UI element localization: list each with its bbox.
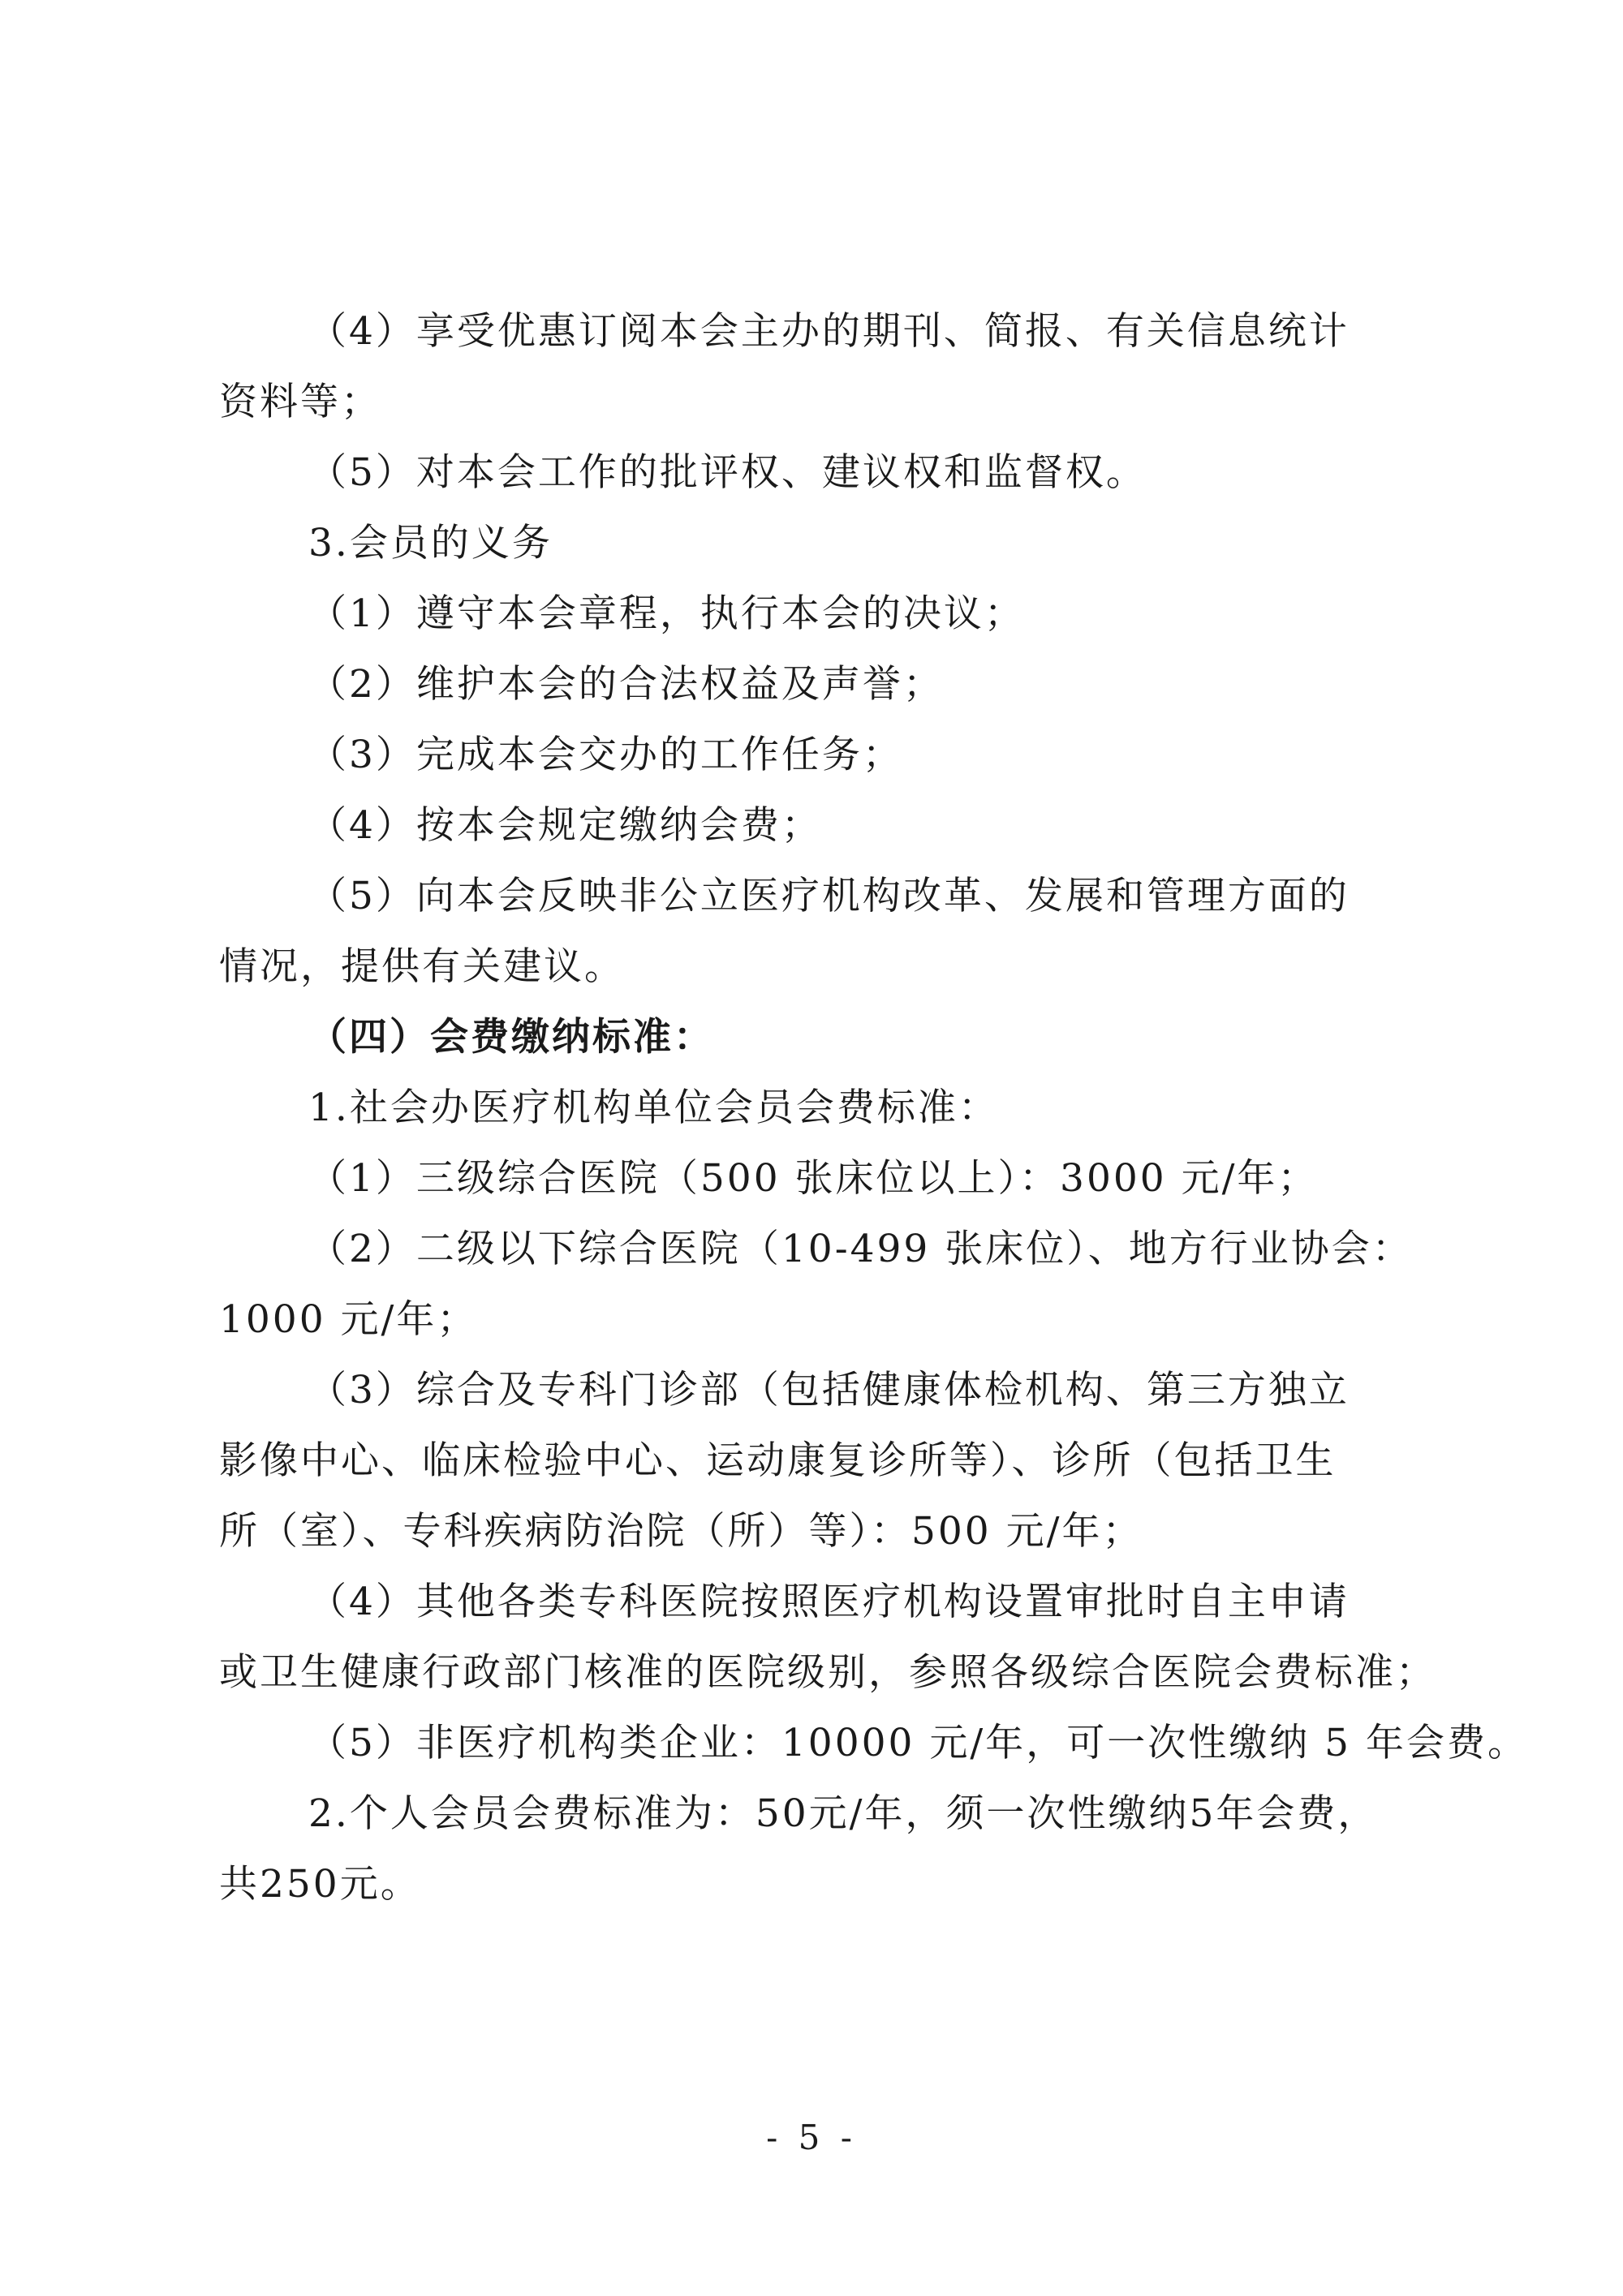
text-line: 共250元。 bbox=[219, 1862, 421, 1907]
text-line: （5）向本会反映非公立医疗机构改革、发展和管理方面的 bbox=[308, 874, 1350, 918]
text-line: （3）完成本会交办的工作任务； bbox=[308, 733, 903, 777]
text-line: （4）享受优惠订阅本会主办的期刊、简报、有关信息统计 bbox=[308, 309, 1350, 354]
text-line: 资料等； bbox=[219, 380, 381, 424]
text-line: （5）对本会工作的批评权、建议权和监督权。 bbox=[308, 450, 1147, 495]
text-line: （3）综合及专科门诊部（包括健康体检机构、第三方独立 bbox=[308, 1368, 1350, 1412]
text-line: （1）遵守本会章程，执行本会的决议； bbox=[308, 591, 1025, 636]
section-heading: 2.个人会员会费标准为：50元/年，须一次性缴纳5年会费， bbox=[308, 1791, 1379, 1836]
section-heading: 3.会员的义务 bbox=[308, 521, 553, 565]
text-line: 或卫生健康行政部门核准的医院级别，参照各级综合医院会费标准； bbox=[219, 1650, 1436, 1695]
section-heading-bold: （四）会费缴纳标准： bbox=[308, 1015, 714, 1060]
text-line: （2）维护本会的合法权益及声誉； bbox=[308, 662, 944, 707]
document-body bbox=[219, 296, 1528, 1920]
text-line: 1000 元/年； bbox=[219, 1297, 478, 1342]
text-line: （2）二级以下综合医院（10-499 张床位）、地方行业协会： bbox=[308, 1227, 1413, 1271]
text-line: 所（室）、专科疾病防治院（所）等）：500 元/年； bbox=[219, 1509, 1143, 1554]
text-line: 影像中心、临床检验中心、运动康复诊所等）、诊所（包括卫生 bbox=[219, 1438, 1337, 1483]
text-line: （1）三级综合医院（500 张床位以上）：3000 元/年； bbox=[308, 1156, 1319, 1201]
section-heading: 1.社会办医疗机构单位会员会费标准： bbox=[308, 1086, 999, 1130]
text-line: （4）按本会规定缴纳会费； bbox=[308, 803, 822, 848]
text-line: （4）其他各类专科医院按照医疗机构设置审批时自主申请 bbox=[308, 1580, 1350, 1624]
text-line: （5）非医疗机构类企业：10000 元/年，可一次性缴纳 5 年会费。 bbox=[308, 1721, 1528, 1765]
text-line: 情况，提供有关建议。 bbox=[219, 944, 625, 989]
page-number: - 5 - bbox=[766, 2118, 857, 2157]
